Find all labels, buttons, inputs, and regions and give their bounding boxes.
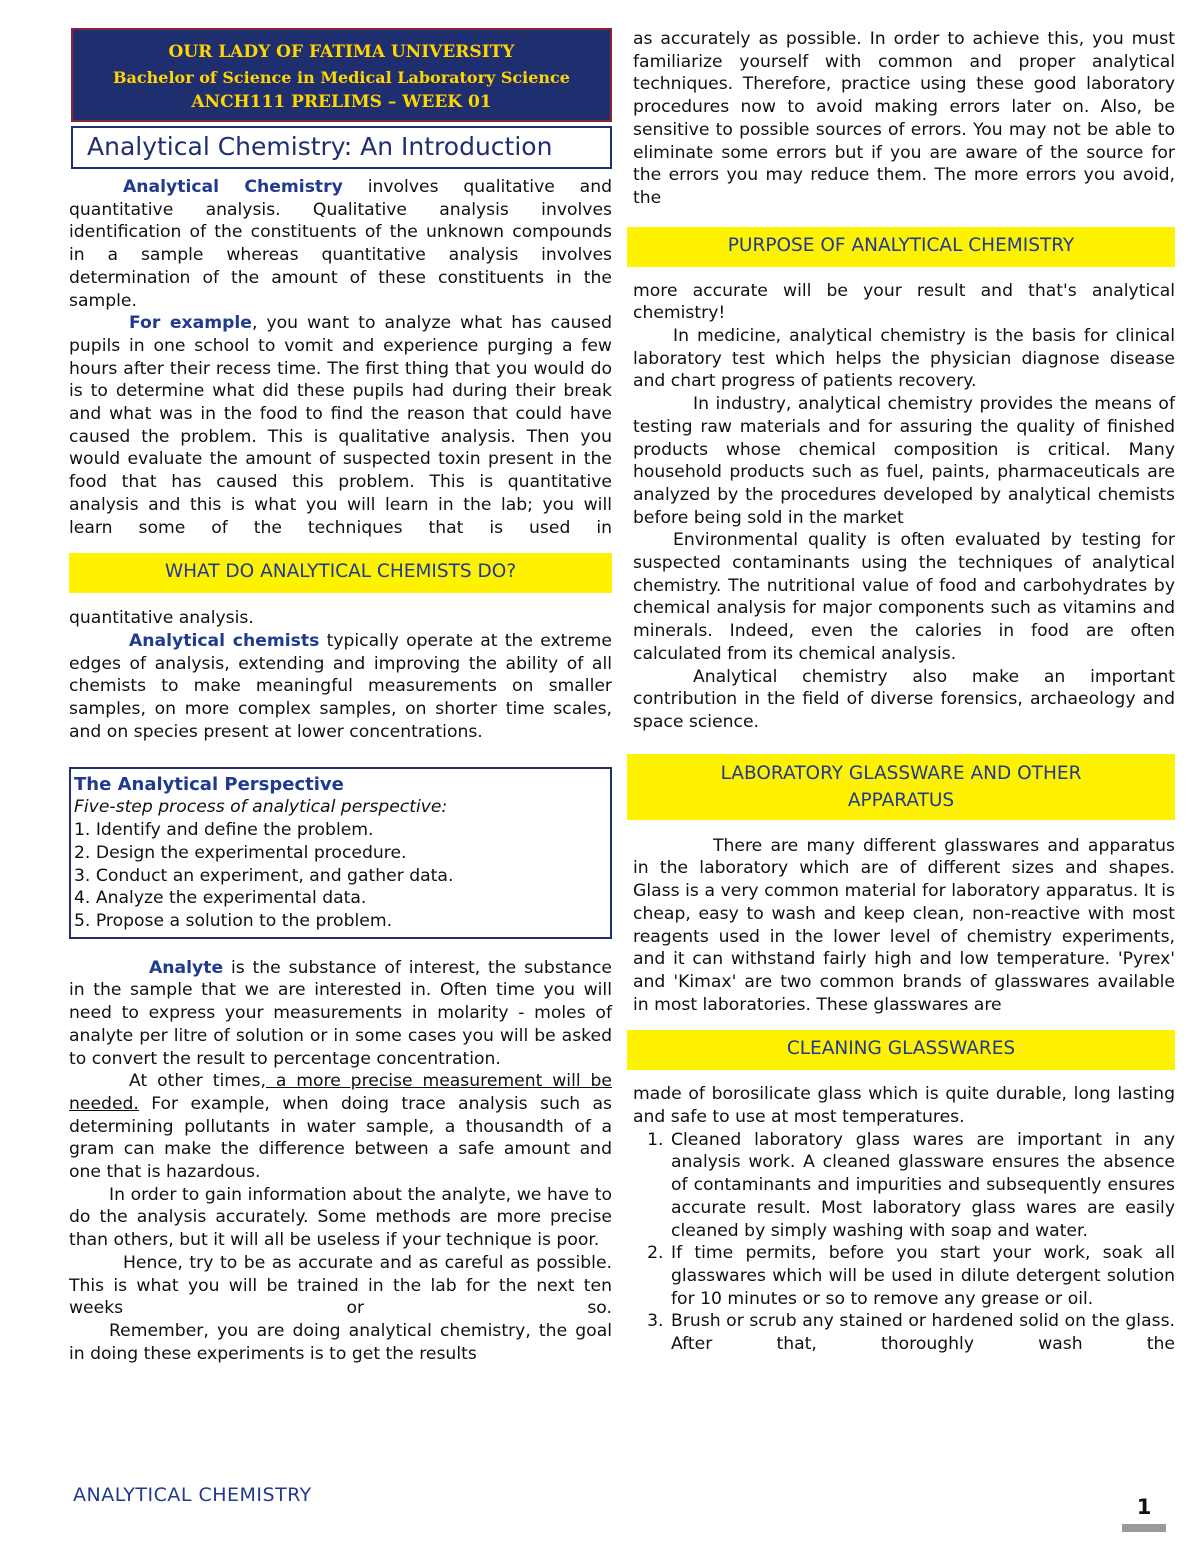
list-item: 2. If time permits, before you start your work, soak all glasswares which will be used in dilute detergent solution for 10 minutes or so to remove any grease or oil. xyxy=(669,1242,1175,1310)
analyte-text: is the substance of interest, the substance in the sample that we are interested in. Often time you will need to express your measurements in molarity - moles of analyte per litre of solution or in some cases you will be asked to convert the result to percentage concentration. xyxy=(69,957,612,1069)
borosilicate-paragraph: made of borosilicate glass which is quite durable, long lasting and safe to use at most temperatures. xyxy=(633,1084,1175,1128)
chemists-text: typically operate at the extreme edges of analysis, extending and improving the ability of all chemists to make meaningful measurements on smaller samples, on more complex samples, on shorter time scales, and on species present at lower concentrations. xyxy=(69,630,612,742)
intro-text: involves qualitative and quantitative analysis. Qualitative analysis involves identification of the constituents of the unknown compounds in a sample whereas quantitative analysis involves determination of the amount of these constituents in the sample. xyxy=(69,177,613,311)
university-header xyxy=(71,28,612,122)
cleaning-text-block xyxy=(633,1083,1175,1355)
university-name: OUR LADY OF FATIMA UNIVERSITY xyxy=(168,42,515,62)
glassware-heading-line-1: LABORATORY GLASSWARE AND OTHER xyxy=(720,762,1082,784)
other-times-post: For example, when doing trace analysis such as determining pollutants in water sample, a thousandth of a gram can make the difference between a safe amount and one that is hazardous. xyxy=(69,1093,612,1183)
page-title: Analytical Chemistry: An Introduction xyxy=(71,126,612,169)
continuation-text: quantitative analysis. xyxy=(69,608,254,629)
keyword-analyte: Analyte xyxy=(149,957,224,978)
forensics-paragraph: Analytical chemistry also make an important contribution in the field of diverse forensics, archaeology and space science. xyxy=(633,666,1175,732)
example-paragraph xyxy=(69,312,612,539)
perspective-step: 3. Conduct an experiment, and gather data. xyxy=(74,865,454,886)
section-heading-glassware xyxy=(627,754,1175,820)
accurate-result-paragraph: more accurate will be your result and that's analytical chemistry! xyxy=(633,280,1175,324)
other-times-underlined: a more precise measurement will be needed. xyxy=(69,1071,612,1114)
medicine-paragraph: In medicine, analytical chemistry is the basis for clinical laboratory test which helps the physician diagnose disease and chart progress of patients recovery. xyxy=(633,326,1175,392)
list-item: 1. Cleaned laboratory glass wares are important in any analysis work. A cleaned glassware ensures the absence of contaminants and impurities and subsequently ensures accurate result. Most laboratory glass wares are easily cleaned by simply washing with soap and water. xyxy=(669,1129,1175,1243)
keyword-for-example: For example xyxy=(129,313,252,334)
perspective-step: 5. Propose a solution to the problem. xyxy=(74,910,393,931)
glassware-paragraph: There are many different glasswares and apparatus in the laboratory which are of different sizes and shapes. Glass is a very common material for laboratory apparatus. It is cheap, easy to wash and keep clean, non-reactive with most reagents used in the lower level of chemistry experiments, and it can withstand fairly high and low temperature. 'Pyrex' and 'Kimax' are two common brands of glasswares available in most laboratories. These glasswares are xyxy=(633,835,1175,1015)
intro-paragraph xyxy=(69,176,612,312)
glassware-heading-line-2: APPARATUS xyxy=(847,789,955,811)
remember-paragraph: Remember, you are doing analytical chemistry, the goal in doing these experiments is to get the results xyxy=(69,1320,612,1364)
perspective-step: 2. Design the experimental procedure. xyxy=(74,842,407,863)
list-item: 3. Brush or scrub any stained or hardened solid on the glass. After that, thoroughly wash the xyxy=(669,1310,1175,1355)
left-column xyxy=(69,28,612,1365)
perspective-subtitle: Five-step process of analytical perspective: xyxy=(74,797,448,818)
example-text: , you want to analyze what has caused pupils in one school to vomit and experience purging a few hours after their recess time. The first thing that you would do is to determine what did these pupils had during their break and what was in the food to find the reason that could have caused the problem. This is qualitative analysis. Then you would evaluate the amount of suspected toxin present in the food that has caused this problem. This is quantitative analysis and this is what you will learn in the lab; you will learn some of the techniques that is used in xyxy=(69,313,612,538)
environment-paragraph: Environmental quality is often evaluated by testing for suspected contaminants using the techniques of analytical chemistry. The nutritional value of food and carbohydrates by chemical analysis for major components such as vitamins and minerals. Indeed, even the calories in food are often calculated from its chemical analysis. xyxy=(633,530,1175,664)
course-code: ANCH111 PRELIMS – WEEK 01 xyxy=(191,92,492,112)
analytical-perspective-box xyxy=(69,767,612,938)
glassware-text-block xyxy=(633,835,1175,1017)
chemists-paragraph xyxy=(69,630,612,744)
cleaning-steps-list xyxy=(633,1129,1175,1356)
section-heading-cleaning: CLEANING GLASSWARES xyxy=(627,1030,1175,1070)
footer-title: ANALYTICAL CHEMISTRY xyxy=(73,1484,312,1506)
program-name: Bachelor of Science in Medical Laboratory Science xyxy=(113,68,570,87)
perspective-title: The Analytical Perspective xyxy=(74,774,344,796)
accuracy-paragraph: as accurately as possible. In order to achieve this, you must familiarize yourself with common and proper analytical techniques. Therefore, practice using these good laboratory procedures now to avoid making errors later on. Also, be sensitive to possible sources of errors. You may not be able to eliminate some errors but if you are aware of the source for the errors you may reduce them. The more errors you avoid, the xyxy=(633,29,1175,208)
perspective-step: 1. Identify and define the problem. xyxy=(74,820,374,841)
analyte-paragraph xyxy=(69,957,612,1071)
right-column xyxy=(627,28,1175,1356)
gain-information-paragraph: In order to gain information about the analyte, we have to do the analysis accurately. Some methods are more precise than others, but it will all be useless if your technique is poor. xyxy=(69,1184,612,1251)
hence-paragraph: Hence, try to be as accurate and as careful as possible. This is what you will be trained in the lab for the next ten weeks or so. xyxy=(69,1252,612,1319)
perspective-step: 4. Analyze the experimental data. xyxy=(74,888,367,909)
keyword-analytical-chemists: Analytical chemists xyxy=(129,630,320,651)
industry-paragraph: In industry, analytical chemistry provides the means of testing raw materials and for assuring the quality of finished products whose chemical composition is critical. Many household products such as fuel, paints, pharmaceuticals are analyzed by the procedures developed by analytical chemists before being sold in the market xyxy=(633,394,1175,528)
page-number-bar xyxy=(1122,1524,1166,1532)
section-heading-what-do-chemists-do: WHAT DO ANALYTICAL CHEMISTS DO? xyxy=(69,553,612,593)
other-times-pre: At other times, xyxy=(129,1071,266,1092)
other-times-paragraph xyxy=(69,1070,612,1184)
purpose-text-block xyxy=(633,280,1175,734)
keyword-analytical-chemistry: Analytical Chemistry xyxy=(123,177,343,197)
page-number: 1 xyxy=(1136,1495,1152,1519)
section-heading-purpose: PURPOSE OF ANALYTICAL CHEMISTRY xyxy=(627,227,1175,267)
